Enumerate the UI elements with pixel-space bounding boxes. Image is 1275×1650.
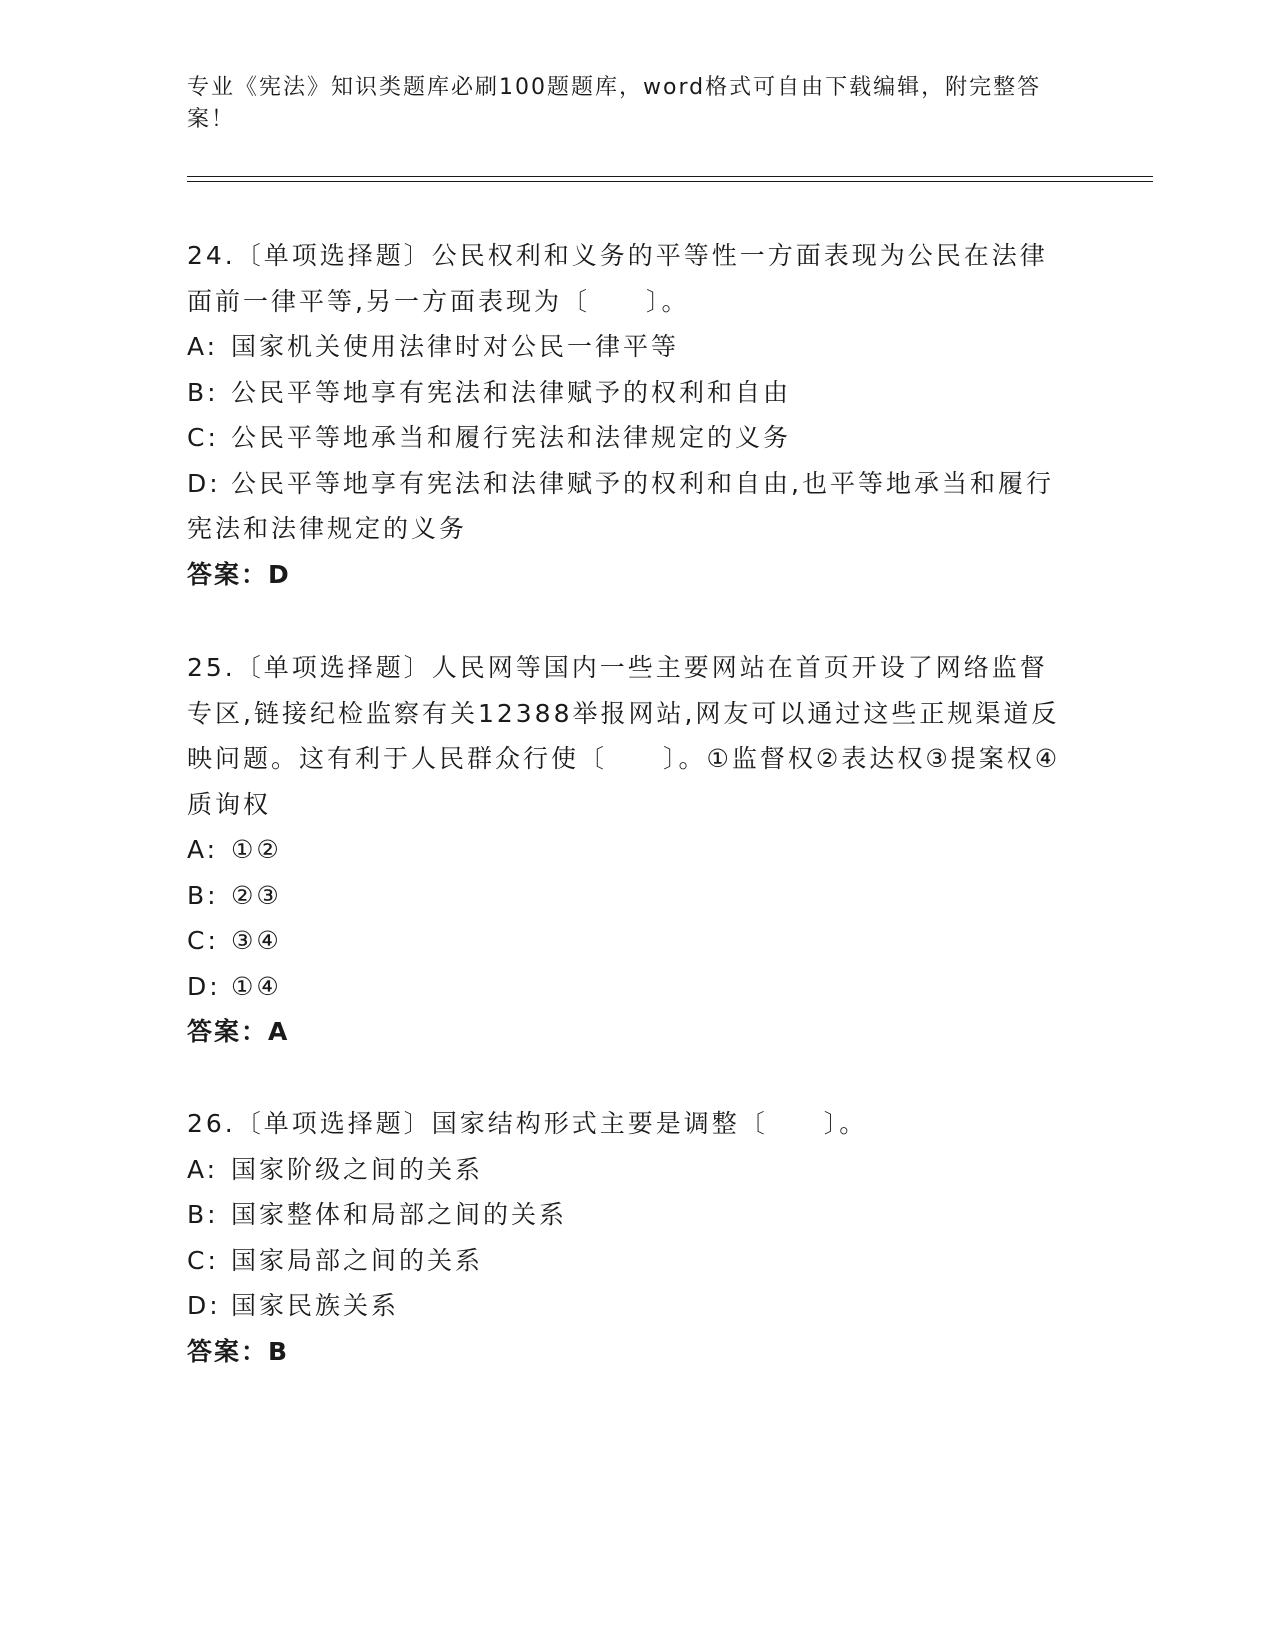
option-c <box>187 415 1067 461</box>
option-key: D: <box>187 971 221 1001</box>
option-key: C: <box>187 1245 219 1275</box>
option-text: 公民平等地承当和履行宪法和法律规定的义务 <box>231 423 792 452</box>
option-key: C: <box>187 926 219 955</box>
option-d <box>187 964 1067 1010</box>
question-stem: 25.〔单项选择题〕人民网等国内一些主要网站在首页开设了网络监督专区,链接纪检监察有关12388举报网站,网友可以通过这些正规渠道反映问题。这有利于人民群众行使〔 〕。①监督权②表达权③提案权④质询权 <box>187 653 1061 819</box>
option-text: ②③ <box>231 880 282 910</box>
document-header-title: 专业《宪法》知识类题库必刷100题题库，word格式可自由下载编辑，附完整答案！ <box>187 75 1042 132</box>
option-text: 国家机关使用法律时对公民一律平等 <box>231 332 680 361</box>
option-key: B: <box>187 880 219 910</box>
option-key: A: <box>187 332 219 361</box>
option-a <box>187 1147 1067 1193</box>
option-a <box>187 827 1067 873</box>
option-key: A: <box>187 835 219 864</box>
option-text: 公民平等地享有宪法和法律赋予的权利和自由 <box>231 377 792 407</box>
option-b <box>187 370 1067 416</box>
option-d <box>187 461 1067 552</box>
option-text: 国家局部之间的关系 <box>231 1245 484 1275</box>
option-text: ①② <box>231 835 282 864</box>
question-stem: 24.〔单项选择题〕公民权利和义务的平等性一方面表现为公民在法律面前一律平等,另一方面表现为〔 〕。 <box>187 241 1048 316</box>
answer-label: 答案：A <box>187 1017 290 1046</box>
question-25 <box>187 645 1067 1055</box>
option-c <box>187 1238 1067 1284</box>
option-key: B: <box>187 1200 219 1229</box>
option-key: C: <box>187 423 219 452</box>
option-c <box>187 918 1067 964</box>
question-24 <box>187 233 1067 597</box>
option-b <box>187 873 1067 919</box>
option-key: A: <box>187 1154 219 1184</box>
option-text: 国家整体和局部之间的关系 <box>231 1200 568 1229</box>
option-key: D: <box>187 1291 221 1320</box>
option-key: D: <box>187 468 221 498</box>
answer-label: 答案：B <box>187 1336 290 1366</box>
option-text: ③④ <box>231 926 282 955</box>
option-key: B: <box>187 377 219 407</box>
option-d <box>187 1283 1067 1329</box>
option-b <box>187 1192 1067 1238</box>
header-divider-top <box>187 176 1153 177</box>
header-divider-bottom <box>187 181 1153 182</box>
question-26 <box>187 1101 1067 1374</box>
option-text: 国家民族关系 <box>231 1291 400 1320</box>
option-text: 公民平等地享有宪法和法律赋予的权利和自由,也平等地承当和履行宪法和法律规定的义务 <box>187 468 1054 543</box>
question-stem: 26.〔单项选择题〕国家结构形式主要是调整〔 〕。 <box>187 1109 868 1138</box>
option-a <box>187 324 1067 370</box>
answer-label: 答案：D <box>187 559 291 589</box>
option-text: 国家阶级之间的关系 <box>231 1154 484 1184</box>
option-text: ①④ <box>231 971 282 1001</box>
